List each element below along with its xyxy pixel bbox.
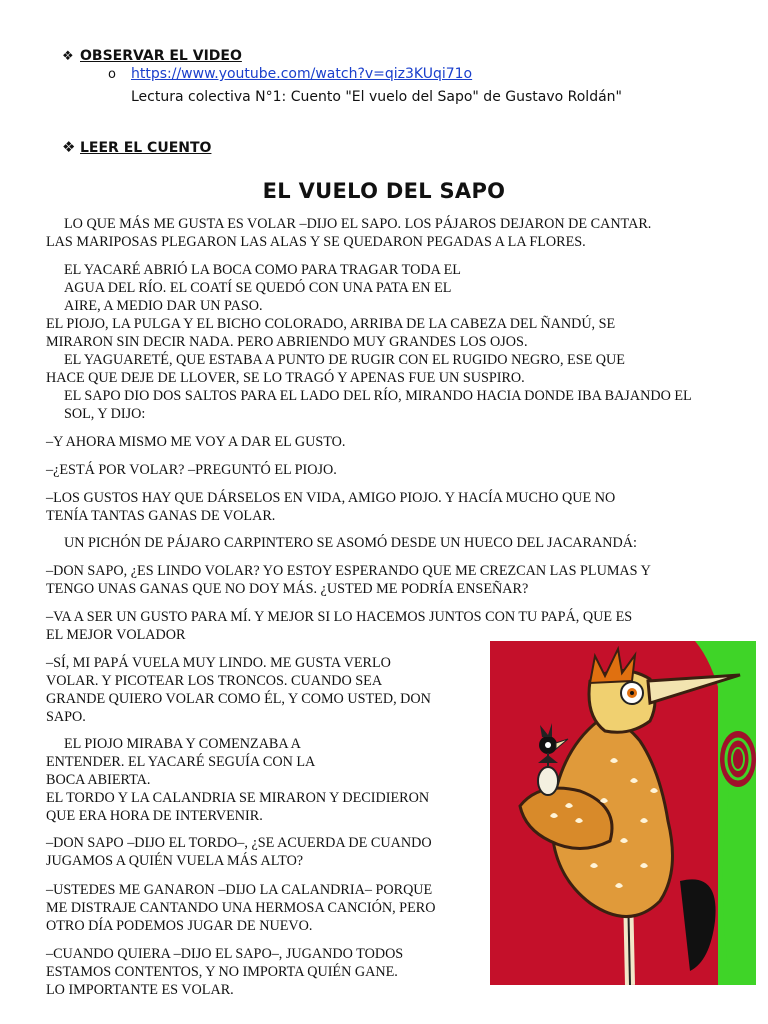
story-line: –LOS GUSTOS HAY QUE DÁRSELOS EN VIDA, AMIGO PIOJO. Y HACÍA MUCHO QUE NO <box>46 490 616 506</box>
story-line: –USTEDES ME GANARON –DIJO LA CALANDRIA– PORQUE <box>46 882 433 898</box>
story-line: LO QUE MÁS ME GUSTA ES VOLAR –DIJO EL SAPO. LOS PÁJAROS DEJARON DE CANTAR. <box>64 216 652 232</box>
story-line: LAS MARIPOSAS PLEGARON LAS ALAS Y SE QUEDARON PEGADAS A LA FLORES. <box>46 234 586 250</box>
woodpecker-illustration <box>490 641 756 985</box>
story-line: –SÍ, MI PAPÁ VUELA MUY LINDO. ME GUSTA VERLO <box>46 655 391 671</box>
story-line: EL YAGUARETÉ, QUE ESTABA A PUNTO DE RUGIR CON EL RUGIDO NEGRO, ESE QUE <box>64 352 625 368</box>
story-line: EL PIOJO MIRABA Y COMENZABA A <box>64 736 301 752</box>
story-line: TENÍA TANTAS GANAS DE VOLAR. <box>46 508 276 524</box>
story-line: AGUA DEL RÍO. EL COATÍ SE QUEDÓ CON UNA PATA EN EL <box>64 280 452 296</box>
story-line: GRANDE QUIERO VOLAR COMO ÉL, Y COMO USTED, DON <box>46 691 431 707</box>
story-line: SOL, Y DIJO: <box>64 406 146 422</box>
story-line: EL TORDO Y LA CALANDRIA SE MIRARON Y DECIDIERON <box>46 790 430 806</box>
story-line: ENTENDER. EL YACARÉ SEGUÍA CON LA <box>46 754 316 770</box>
story-line: –Y AHORA MISMO ME VOY A DAR EL GUSTO. <box>46 434 346 450</box>
story-line: QUE ERA HORA DE INTERVENIR. <box>46 808 263 824</box>
heading-leer-cuento: LEER EL CUENTO <box>80 140 212 156</box>
story-line: ESTAMOS CONTENTOS, Y NO IMPORTA QUIÉN GANE. <box>46 964 398 980</box>
story-line: LO IMPORTANTE ES VOLAR. <box>46 982 234 998</box>
story-line: –CUANDO QUIERA –DIJO EL SAPO–, JUGANDO TODOS <box>46 946 404 962</box>
story-line: MIRARON SIN DECIR NADA. PERO ABRIENDO MUY GRANDES LOS OJOS. <box>46 334 528 350</box>
story-line: EL MEJOR VOLADOR <box>46 627 186 643</box>
story-line: ME DISTRAJE CANTANDO UNA HERMOSA CANCIÓN, PERO <box>46 900 436 916</box>
reading-note: Lectura colectiva N°1: Cuento "El vuelo del Sapo" de Gustavo Roldán" <box>131 89 622 105</box>
story-line: HACE QUE DEJE DE LLOVER, SE LO TRAGÓ Y APENAS FUE UN SUSPIRO. <box>46 370 525 386</box>
story-line: –VA A SER UN GUSTO PARA MÍ. Y MEJOR SI LO HACEMOS JUNTOS CON TU PAPÁ, QUE ES <box>46 609 633 625</box>
story-line: EL YACARÉ ABRIÓ LA BOCA COMO PARA TRAGAR TODA EL <box>64 262 461 278</box>
diamond-bullet-icon: ❖ <box>62 138 76 156</box>
sub-bullet-marker: o <box>108 67 116 82</box>
bullet-leer <box>62 137 211 156</box>
story-line: –DON SAPO, ¿ES LINDO VOLAR? YO ESTOY ESPERANDO QUE ME CREZCAN LAS PLUMAS Y <box>46 563 651 579</box>
story-line: VOLAR. Y PICOTEAR LOS TRONCOS. CUANDO SEA <box>46 673 383 689</box>
story-line: EL SAPO DIO DOS SALTOS PARA EL LADO DEL RÍO, MIRANDO HACIA DONDE IBA BAJANDO EL <box>64 388 692 404</box>
diamond-bullet-icon: ❖ <box>62 49 74 64</box>
story-line: SAPO. <box>46 709 86 725</box>
story-line: EL PIOJO, LA PULGA Y EL BICHO COLORADO, ARRIBA DE LA CABEZA DEL ÑANDÚ, SE <box>46 316 616 332</box>
story-line: UN PICHÓN DE PÁJARO CARPINTERO SE ASOMÓ DESDE UN HUECO DEL JACARANDÁ: <box>64 535 637 551</box>
video-link[interactable]: https://www.youtube.com/watch?v=qiz3KUqi71o <box>131 66 473 82</box>
story-line: AIRE, A MEDIO DAR UN PASO. <box>64 298 263 314</box>
heading-observar-video: OBSERVAR EL VIDEO <box>80 48 242 64</box>
story-line: JUGAMOS A QUIÉN VUELA MÁS ALTO? <box>46 853 304 869</box>
story-line: TENGO UNAS GANAS QUE NO DOY MÁS. ¿USTED ME PODRÍA ENSEÑAR? <box>46 581 529 597</box>
bullet-observar <box>62 45 242 64</box>
story-title: EL VUELO DEL SAPO <box>262 179 506 203</box>
story-line: BOCA ABIERTA. <box>46 772 151 788</box>
story-line: OTRO DÍA PODEMOS JUGAR DE NUEVO. <box>46 918 313 934</box>
story-line: –¿ESTÁ POR VOLAR? –PREGUNTÓ EL PIOJO. <box>46 462 337 478</box>
story-line: –DON SAPO –DIJO EL TORDO–, ¿SE ACUERDA DE CUANDO <box>46 835 432 851</box>
